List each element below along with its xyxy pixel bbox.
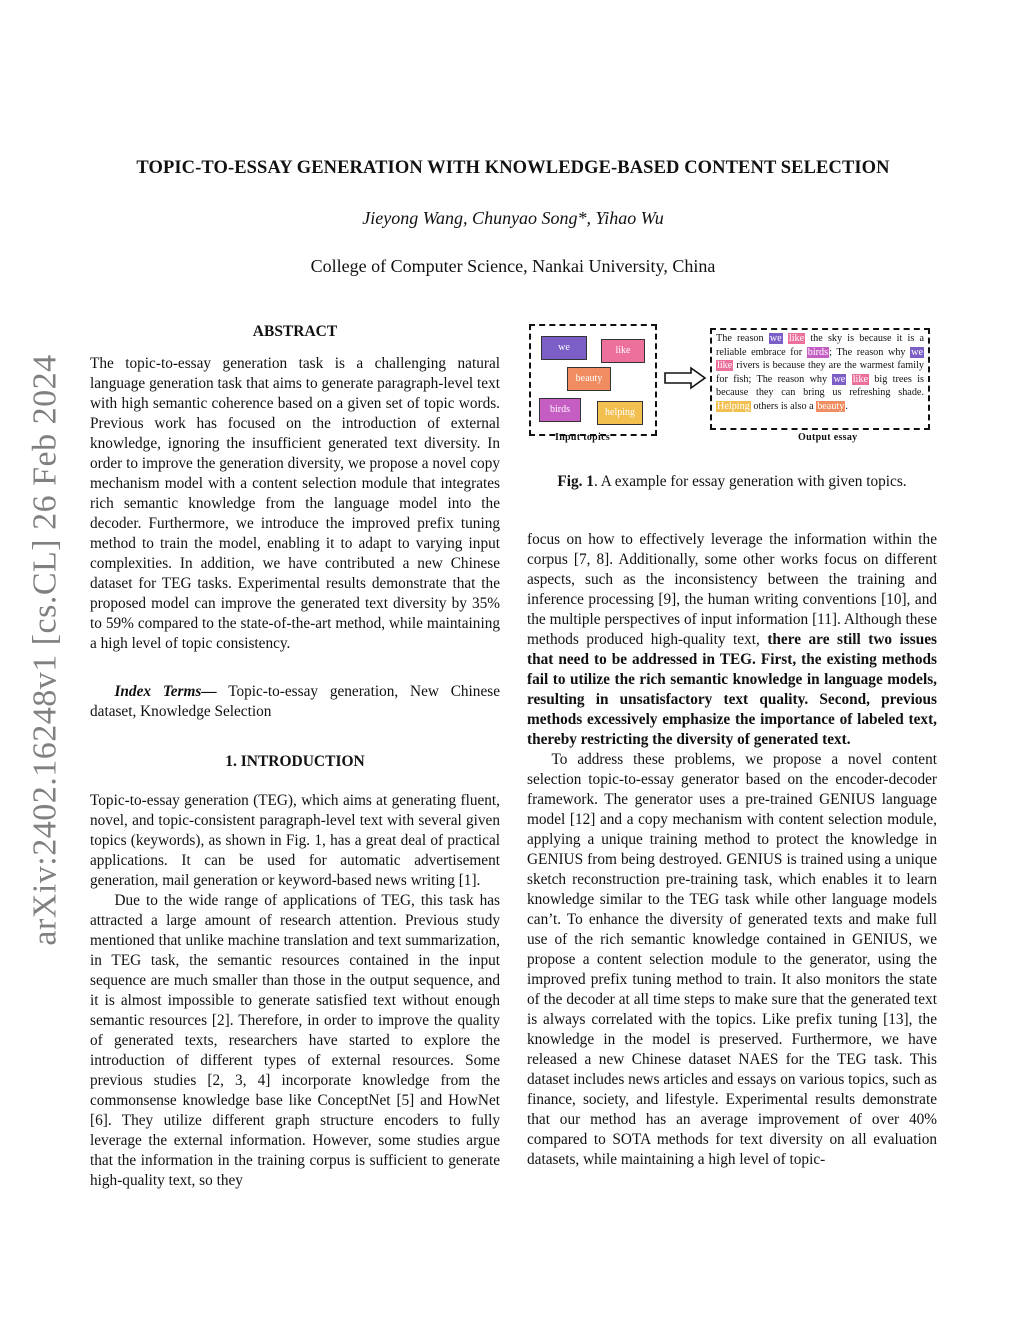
arrow-right-icon <box>663 366 707 390</box>
index-terms-text: Topic-to-essay generation, New Chinese dataset, Knowledge Selection <box>90 683 500 720</box>
intro-heading-block <box>90 752 500 772</box>
intro-heading: 1. INTRODUCTION <box>225 753 365 770</box>
intro-paragraph-3-bold: there are still two issues that need to be addressed in TEG. First, the existing methods fail to utilize the rich semantic knowledge in language models, resulting in unsatisfactory text quality. Second, previous methods excessively emphasize the importance of labeled text, thereby restricting the diversity of generated text. <box>527 631 937 748</box>
intro-paragraph-2: Due to the wide range of applications of TEG, this task has attracted a large amount of research attention. Previous study mentioned that unlike machine translation and text summarization, in TEG task, the semantic resources contained in the input sequence are much smaller than those in the output sequence, and it is almost impossible to generate satisfied text without enough semantic resources [2]. Therefore, in order to improve the quality of generated texts, researchers have started to explore the introduction of different types of external resources. Some previous studies [2, 3, 4] incorporate knowledge from the commonsense knowledge base like ConceptNet [5] and HowNet [6]. They utilize different graph structure encoders to fully leverage the external information. However, some studies argue that the information in the training corpus is sufficient to generate high-quality text, so they <box>90 892 500 1189</box>
essay-segment: the sky is because it is a reliable embrace for <box>716 333 925 358</box>
highlight-like: like <box>788 333 805 344</box>
highlight-beauty: beauty <box>817 400 845 412</box>
intro-paragraph-3 <box>527 530 937 750</box>
highlight-like: like <box>852 373 868 385</box>
topic-chip-like: like <box>601 339 645 363</box>
essay-segment: . <box>845 400 848 412</box>
affiliation: College of Computer Science, Nankai University, China <box>310 256 716 276</box>
intro-paragraph-4: To address these problems, we propose a novel content selection topic-to-essay generator based on the encoder-decoder framework. The generator uses a pre-trained GENIUS language model [12] and a copy mechanism with content selection module, applying a unique training method to protect the knowledge in GENIUS from being destroyed. GENIUS is trained using a unique sketch reconstruction pre-training task, which enables it to learn knowledge similar to the TEG task while other language models can’t. To enhance the diversity of generated texts and make full use of the rich semantic knowledge contained in GENIUS, we propose a content selection module to the generator, using the improved prefix tuning method to train. It also monitors the state of the decoder at all time steps to make sure that the generated text is always correlated with the topics. Like prefix tuning [13], the knowledge in the model is preserved. Furthermore, we have released a new Chinese dataset NAES for the TEG task. This dataset includes news articles and essays on various topics, such as finance, society, and lifestyle. Experimental results demonstrate that our method has an average improvement of over 40% compared to SOTA methods for text diversity on all evaluation datasets, while maintaining a high level of topic- <box>527 751 937 1168</box>
topic-chip-birds: birds <box>539 398 581 422</box>
output-essay-box <box>710 328 930 430</box>
figure-caption-text: . A example for essay generation with given topics. <box>593 473 907 490</box>
input-topics-label: Input topics <box>555 432 611 443</box>
essay-segment: big trees is because they can bring us refreshing shade. <box>716 373 925 399</box>
abstract-section <box>90 322 500 342</box>
figure-caption-label: Fig. 1 <box>557 473 594 490</box>
highlight-birds: birds <box>807 346 829 358</box>
topic-chip-beauty: beauty <box>567 367 611 391</box>
intro-right-body <box>527 530 937 1170</box>
highlight-we: we <box>833 373 846 385</box>
figure-1 <box>527 320 937 450</box>
intro-paragraph-1: Topic-to-essay generation (TEG), which aims at generating fluent, novel, and topic-consistent paragraph-level text with several given topics (keywords), as shown in Fig. 1, has a great deal of practical applications. It can be used for automatic advertisement generation, mail generation or keyword-based news writing [1]. <box>90 792 500 889</box>
figure-caption <box>527 473 937 491</box>
arxiv-identifier-text: arXiv:2402.16248v1 [cs.CL] 26 Feb 2024 <box>27 354 64 946</box>
output-essay-label: Output essay <box>798 432 858 443</box>
abstract-text: The topic-to-essay generation task is a challenging natural language generation task that aims to generate paragraph-level text with high semantic coherence based on a given set of topic words. Previous work has focused on the introduction of external knowledge, ignoring the insufficient generated text diversity. In order to improve the generation diversity, we propose a novel copy mechanism model with a content selection module that integrates rich semantic knowledge from the language model into the decoder. Furthermore, we introduce the improved prefix tuning method to train the model, enabling it to adapt to varying input complexities. In addition, we have contributed a new Chinese dataset for TEG tasks. Experimental results demonstrate that the proposed model can improve the generated text diversity by 35% to 59% compared to the state-of-the-art method, while maintaining a high level of topic consistency. <box>90 355 500 652</box>
highlight-we: we <box>769 333 782 344</box>
index-terms <box>90 682 500 722</box>
topic-chip-we: we <box>541 336 587 360</box>
input-topics-box <box>529 324 657 436</box>
arxiv-identifier <box>28 350 64 950</box>
topic-chip-helping: helping <box>597 401 643 425</box>
essay-segment: rivers is because they are the warmest family for fish; The reason why <box>716 360 924 385</box>
intro-left-body <box>90 791 500 1191</box>
highlight-helping: Helping <box>717 400 750 412</box>
highlight-we: we <box>911 346 923 358</box>
essay-segment <box>846 374 851 385</box>
highlight-like: like <box>717 360 733 372</box>
abstract-body <box>90 354 500 654</box>
index-terms-label: Index Terms— <box>114 683 217 700</box>
paper-title: TOPIC-TO-ESSAY GENERATION WITH KNOWLEDGE-BASED CONTENT SELECTION <box>136 158 890 178</box>
essay-segment: ; The reason why <box>829 346 911 358</box>
essay-segment: The reason <box>716 333 769 344</box>
intro-paragraph-3-plain: focus on how to effectively leverage the information within the corpus [7, 8]. Additionally, some other works focus on different aspects, such as the inconsistency between the training and inference processing [9], the human writing conventions [10], and the multiple perspectives of input information [11]. Although these methods produced high-quality text, <box>527 531 937 648</box>
abstract-heading: ABSTRACT <box>252 323 338 340</box>
author-list: Jieyong Wang, Chunyao Song*, Yihao Wu <box>362 208 664 228</box>
output-essay-text <box>716 332 924 414</box>
essay-segment: others is also a <box>750 400 817 412</box>
